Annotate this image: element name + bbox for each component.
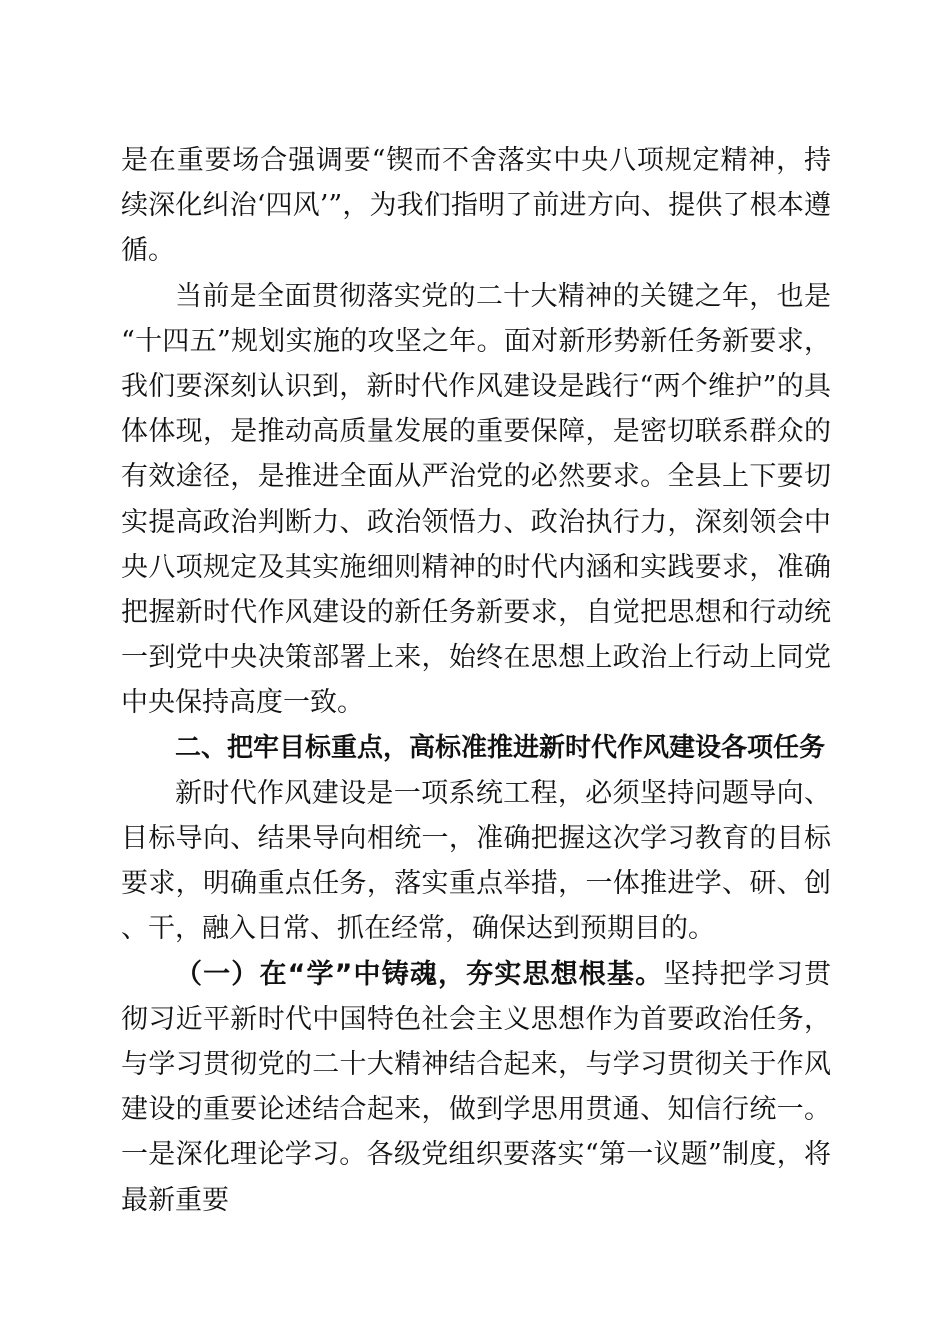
document-body [121,138,831,1223]
subsection-heading-1: （一）在“学”中铸魂，夯实思想根基。 [175,958,664,990]
subsection-body-1: 坚持把学习贯彻习近平新时代中国特色社会主义思想作为首要政治任务，与学习贯彻党的二十大精神结合起来，与学习贯彻关于作风建设的重要论述结合起来，做到学思用贯通、知信行统一。一是深化理论学习。各级党组织要落实“第一议题”制度，将最新重要 [121,958,831,1216]
paragraph-current-context: 当前是全面贯彻落实党的二十大精神的关键之年，也是“十四五”规划实施的攻坚之年。面对新形势新任务新要求，我们要深刻认识到，新时代作风建设是践行“两个维护”的具体体现，是推动高质量发展的重要保障，是密切联系群众的有效途径，是推进全面从严治党的必然要求。全县上下要切实提高政治判断力、政治领悟力、政治执行力，深刻领会中央八项规定及其实施细则精神的时代内涵和实践要求，准确把握新时代作风建设的新任务新要求，自觉把思想和行动统一到党中央决策部署上来，始终在思想上政治上行动上同党中央保持高度一致。 [121,280,831,719]
paragraph-system-engineering: 新时代作风建设是一项系统工程，必须坚持问题导向、目标导向、结果导向相统一，准确把握这次学习教育的目标要求，明确重点任务，落实重点举措，一体推进学、研、创、干，融入日常、抓在经常，确保达到预期目的。 [121,777,831,945]
section-heading-2: 二、把牢目标重点，高标准推进新时代作风建设各项任务 [175,732,826,763]
paragraph-study-section [121,952,831,1223]
paragraph-continuation: 是在重要场合强调要“锲而不舍落实中央八项规定精神，持续深化纠治‘四风’”，为我们指明了前进方向、提供了根本遵循。 [121,145,831,267]
